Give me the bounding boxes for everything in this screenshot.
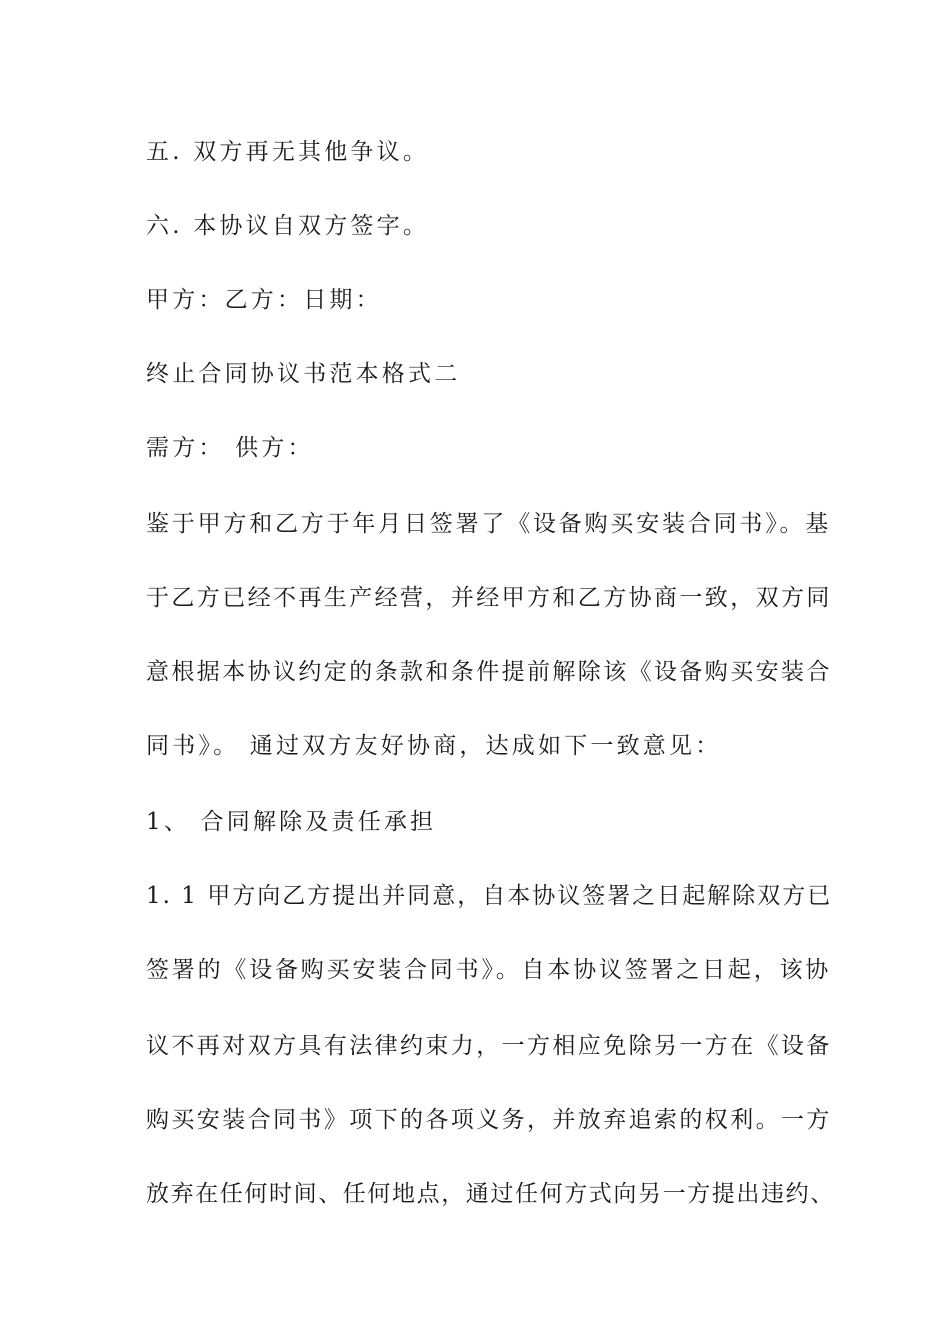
- preamble-line-3: 意根据本协议约定的条款和条件提前解除该《设备购买安装合: [146, 659, 832, 685]
- parties-line: 需方： 供方：: [146, 435, 314, 461]
- preamble-line-4: 同书》。 通过双方友好协商，达成如下一致意见：: [146, 733, 722, 759]
- preamble-line-2: 于乙方已经不再生产经营，并经甲方和乙方协商一致，双方同: [146, 585, 832, 611]
- clause-1-1-line-3: 议不再对双方具有法律约束力，一方相应免除另一方在《设备: [146, 1033, 832, 1059]
- preamble-line-1: 鉴于甲方和乙方于年月日签署了《设备购买安装合同书》。基: [146, 511, 832, 537]
- section-title: 终止合同协议书范本格式二: [146, 361, 461, 387]
- clause-five: 五. 双方再无其他争议。: [146, 139, 430, 165]
- clause-heading-1: 1、 合同解除及责任承担: [146, 809, 437, 835]
- clause-1-1-line-5: 放弃在任何时间、任何地点，通过任何方式向另一方提出违约、: [146, 1181, 835, 1207]
- clause-1-1-line-2: 签署的《设备购买安装合同书》。自本协议签署之日起，该协: [146, 957, 832, 983]
- clause-six: 六. 本协议自双方签字。: [146, 213, 430, 239]
- clause-1-1-line-4: 购买安装合同书》项下的各项义务，并放弃追索的权利。一方: [146, 1107, 832, 1133]
- clause-1-1-line-1: 1. 1 甲方向乙方提出并同意，自本协议签署之日起解除双方已: [146, 883, 833, 909]
- signature-line: 甲方：乙方：日期：: [146, 287, 382, 313]
